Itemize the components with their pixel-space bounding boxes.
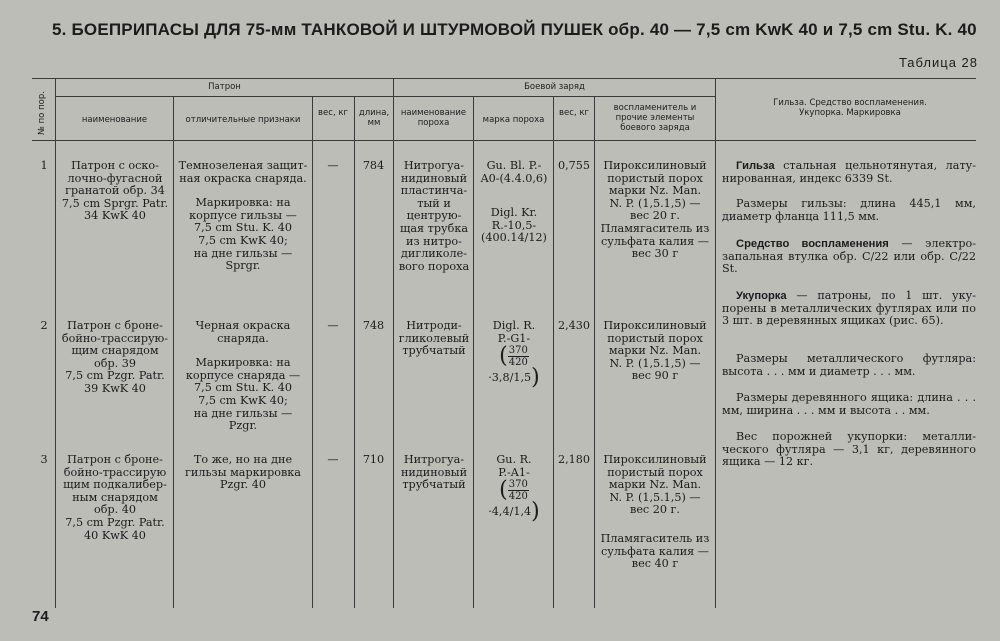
row-1-num: 1 — [40, 159, 48, 172]
row-1-name: Патрон с оско- лочно-фугасной гранатой обр. 34 7,5 cm Sprgr. Patr. 34 KwK 40 — [61, 159, 169, 223]
gilza-p5: Размеры металлического футляра: высота . . . мм и диаметр . . . мм. — [722, 352, 976, 378]
row-1-charge-weight: 0,755 — [557, 159, 591, 172]
header-weight: вес, кг — [318, 108, 348, 118]
header-length: длина, мм — [358, 108, 390, 128]
header-num: № по пор. — [37, 90, 47, 135]
row-3-name: Патрон с броне- бойно-трассирую щим подкалибер- ным снарядом обр. 40 7,5 cm Pzgr. Patr. 40 KwK 40 — [63, 453, 167, 542]
row-2-charge-weight: 2,430 — [557, 319, 591, 332]
row-2-igniter: Пироксилиновый пористый порох марки Nz. Man. N. P. (1,5.1,5) — вес 90 г — [603, 319, 707, 383]
row-2-length: 748 — [362, 319, 385, 332]
row-1-powder-brand: Gu. Bl. P.- A0-(4.4.0,6) Digl. Kr. R.-10,5- (400.14/12) — [480, 159, 548, 245]
row-3-length: 710 — [362, 453, 385, 466]
table-top-rule — [32, 78, 976, 79]
row-2-powder-brand: Digl. R. P.-G1- ( $\frac{370}{420}$ ·3,8/1,5) — [488, 319, 540, 391]
gilza-p2: Размеры гильзы: длина 445,1 мм, диаметр фланца 111,5 мм. — [722, 197, 976, 223]
header-gilza: Гильза. Средство воспламенения. Укупорка. Маркировка — [773, 98, 927, 118]
row-3-igniter: Пироксилиновый пористый порох марки Nz. Man. N. P. (1,5.1,5) — вес 20 г. Пламягаситель из сульфата калия — вес 40 г — [600, 453, 710, 571]
row-1-powder-name: Нитрогуа- нидиновый пластинча- тый и центрую- щая трубка из нитро- дигликоле- вого пороха — [398, 159, 470, 273]
header-subrule — [55, 96, 715, 97]
brand-fraction: $\frac{370}{420}$ — [508, 345, 528, 369]
col-sep — [312, 96, 313, 608]
page-number: 74 — [32, 608, 49, 625]
header-charge: Боевой заряд — [524, 82, 585, 92]
page-title: 5. БОЕПРИПАСЫ ДЛЯ 75-мм ТАНКОВОЙ И ШТУРМОВОЙ ПУШЕК обр. 40 — 7,5 cm KwK 40 и 7,5 cm Stu. K. 40 — [52, 20, 977, 39]
row-3-powder-brand: Gu. R. P.-A1- ( $\frac{370}{420}$ ·4,4/1,4) — [488, 453, 540, 525]
col-sep — [393, 78, 394, 608]
col-sep — [594, 96, 595, 608]
col-sep — [354, 96, 355, 608]
gilza-p1: Гильза стальная цельнотянутая, лату-нированная, индекс 6339 St. — [722, 159, 976, 185]
col-sep — [55, 78, 56, 608]
header-name: наименование — [81, 115, 148, 125]
col-sep — [473, 96, 474, 608]
table-label: Таблица 28 — [898, 55, 978, 70]
col-sep — [715, 78, 716, 608]
col-sep — [173, 96, 174, 608]
row-2-num: 2 — [40, 319, 48, 332]
header-powder-name: наименование пороха — [400, 108, 467, 128]
row-3-charge-weight: 2,180 — [557, 453, 591, 466]
brand-fraction: $\frac{370}{420}$ — [508, 479, 528, 503]
row-2-powder-name: Нитроди- гликолевый трубчатый — [398, 319, 470, 358]
col-sep — [553, 96, 554, 608]
gilza-p4: Укупорка — патроны, по 1 шт. уку-порены в металлических футлярах или по 3 шт. в деревянных ящиках (рис. 65). — [722, 289, 976, 328]
header-features: отличительные признаки — [185, 115, 301, 125]
row-1-igniter: Пироксилиновый пористый порох марки Nz. Man. N. P. (1,5.1,5) — вес 20 г. Пламягаситель из сульфата калия — вес 30 г — [600, 159, 710, 261]
header-powder-brand: марка пороха — [482, 115, 545, 125]
row-3-powder-name: Нитрогуа- нидиновый трубчатый — [400, 453, 468, 492]
header-patron: Патрон — [208, 82, 241, 92]
gilza-p7: Вес порожней укупорки: металли-ческого футляра — 3,1 кг, деревянного ящика — 12 кг. — [722, 430, 976, 469]
gilza-p6: Размеры деревянного ящика: длина . . . мм, ширина . . . мм и высота . . мм. — [722, 391, 976, 417]
row-3-num: 3 — [40, 453, 48, 466]
row-2-weight: — — [327, 319, 339, 332]
row-3-features: То же, но на дне гильзы маркировка Pzgr. 40 — [185, 453, 301, 492]
header-charge-weight: вес, кг — [559, 108, 589, 118]
gilza-p3: Средство воспламенения — электро-запальная втулка обр. С/22 или обр. С/22 St. — [722, 237, 977, 276]
row-1-length: 784 — [362, 159, 385, 172]
row-2-features: Черная окраска снаряда. Маркировка: на корпусе снаряда — 7,5 cm Stu. K. 40 7,5 cm KwK 40; на дне гильзы — Pzgr. — [185, 319, 301, 433]
row-3-weight: — — [327, 453, 339, 466]
row-1-weight: — — [327, 159, 339, 172]
row-1-features: Темнозеленая защит- ная окраска снаряда. Маркировка: на корпусе гильзы — 7,5 cm Stu. K. 40 7,5 cm KwK 40; на дне гильзы — Sprgr. — [178, 159, 308, 273]
header-igniter: воспламенитель и прочие элементы боевого заряда — [613, 103, 697, 133]
row-2-name: Патрон с броне- бойно-трассирую- щим снарядом обр. 39 7,5 cm Pzgr. Patr. 39 KwK 40 — [61, 319, 169, 395]
